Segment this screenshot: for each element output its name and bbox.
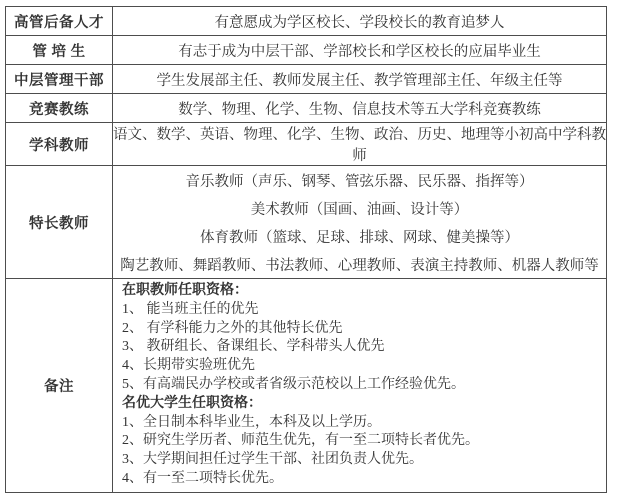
row-label-subject-teacher: 学科教师 [6, 123, 113, 166]
remarks-item: 3、 教研组长、备课组长、学科带头人优先 [122, 339, 385, 355]
remarks-item: 3、大学期间担任过学生干部、社团负责人优先。 [122, 452, 423, 468]
row-label-remarks: 备注 [6, 279, 113, 493]
specialty-line-other: 陶艺教师、舞蹈教师、书法教师、心理教师、表演主持教师、机器人教师等 [120, 257, 599, 274]
row-content-remarks [113, 279, 607, 493]
row-content-subject-teacher: 语文、数学、英语、物理、化学、生物、政治、历史、地理等小初高中学科教师 [113, 123, 607, 166]
table-row [6, 36, 607, 65]
table-row [6, 7, 607, 36]
row-label-specialty-teacher: 特长教师 [6, 166, 113, 279]
remarks-heading-inservice: 在职教师任职资格： [122, 283, 248, 298]
remarks-heading-graduates: 名优大学生任职资格： [122, 395, 262, 411]
specialty-line-pe: 体育教师（篮球、足球、排球、网球、健美操等） [200, 229, 519, 246]
specialty-line-art: 美术教师（国画、油画、设计等） [250, 201, 469, 218]
remarks-item: 4、有一至二项特长优先。 [122, 470, 283, 486]
row-label-competition-coach: 竞赛教练 [6, 94, 113, 123]
remarks-item: 2、研究生学历者、师范生优先，有一至二项特长者优先。 [122, 433, 479, 449]
row-label-middle-management: 中层管理干部 [6, 65, 113, 94]
table-row [6, 166, 607, 279]
remarks-item: 4、长期带实验班优先 [122, 358, 255, 374]
table-row [6, 65, 607, 94]
recruitment-table [5, 6, 607, 493]
specialty-line-music: 音乐教师（声乐、钢琴、管弦乐器、民乐器、指挥等） [185, 173, 534, 190]
table-row [6, 123, 607, 166]
row-content-specialty-teacher [113, 166, 607, 279]
row-content-executive-reserve: 有意愿成为学区校长、学段校长的教育追梦人 [113, 7, 607, 36]
row-content-competition-coach: 数学、物理、化学、生物、信息技术等五大学科竞赛教练 [113, 94, 607, 123]
remarks-item: 1、 能当班主任的优先 [122, 301, 259, 317]
remarks-item: 1、全日制本科毕业生，本科及以上学历。 [122, 414, 381, 430]
row-label-executive-reserve: 高管后备人才 [6, 7, 113, 36]
table-row [6, 94, 607, 123]
remarks-item: 2、 有学科能力之外的其他特长优先 [122, 320, 343, 336]
row-content-middle-management: 学生发展部主任、教师发展主任、教学管理部主任、年级主任等 [113, 65, 607, 94]
remarks-item: 5、有高端民办学校或者省级示范校以上工作经验优先。 [122, 376, 465, 392]
table-row [6, 279, 607, 493]
row-content-management-trainee: 有志于成为中层干部、学部校长和学区校长的应届毕业生 [113, 36, 607, 65]
row-label-management-trainee: 管 培 生 [6, 36, 113, 65]
